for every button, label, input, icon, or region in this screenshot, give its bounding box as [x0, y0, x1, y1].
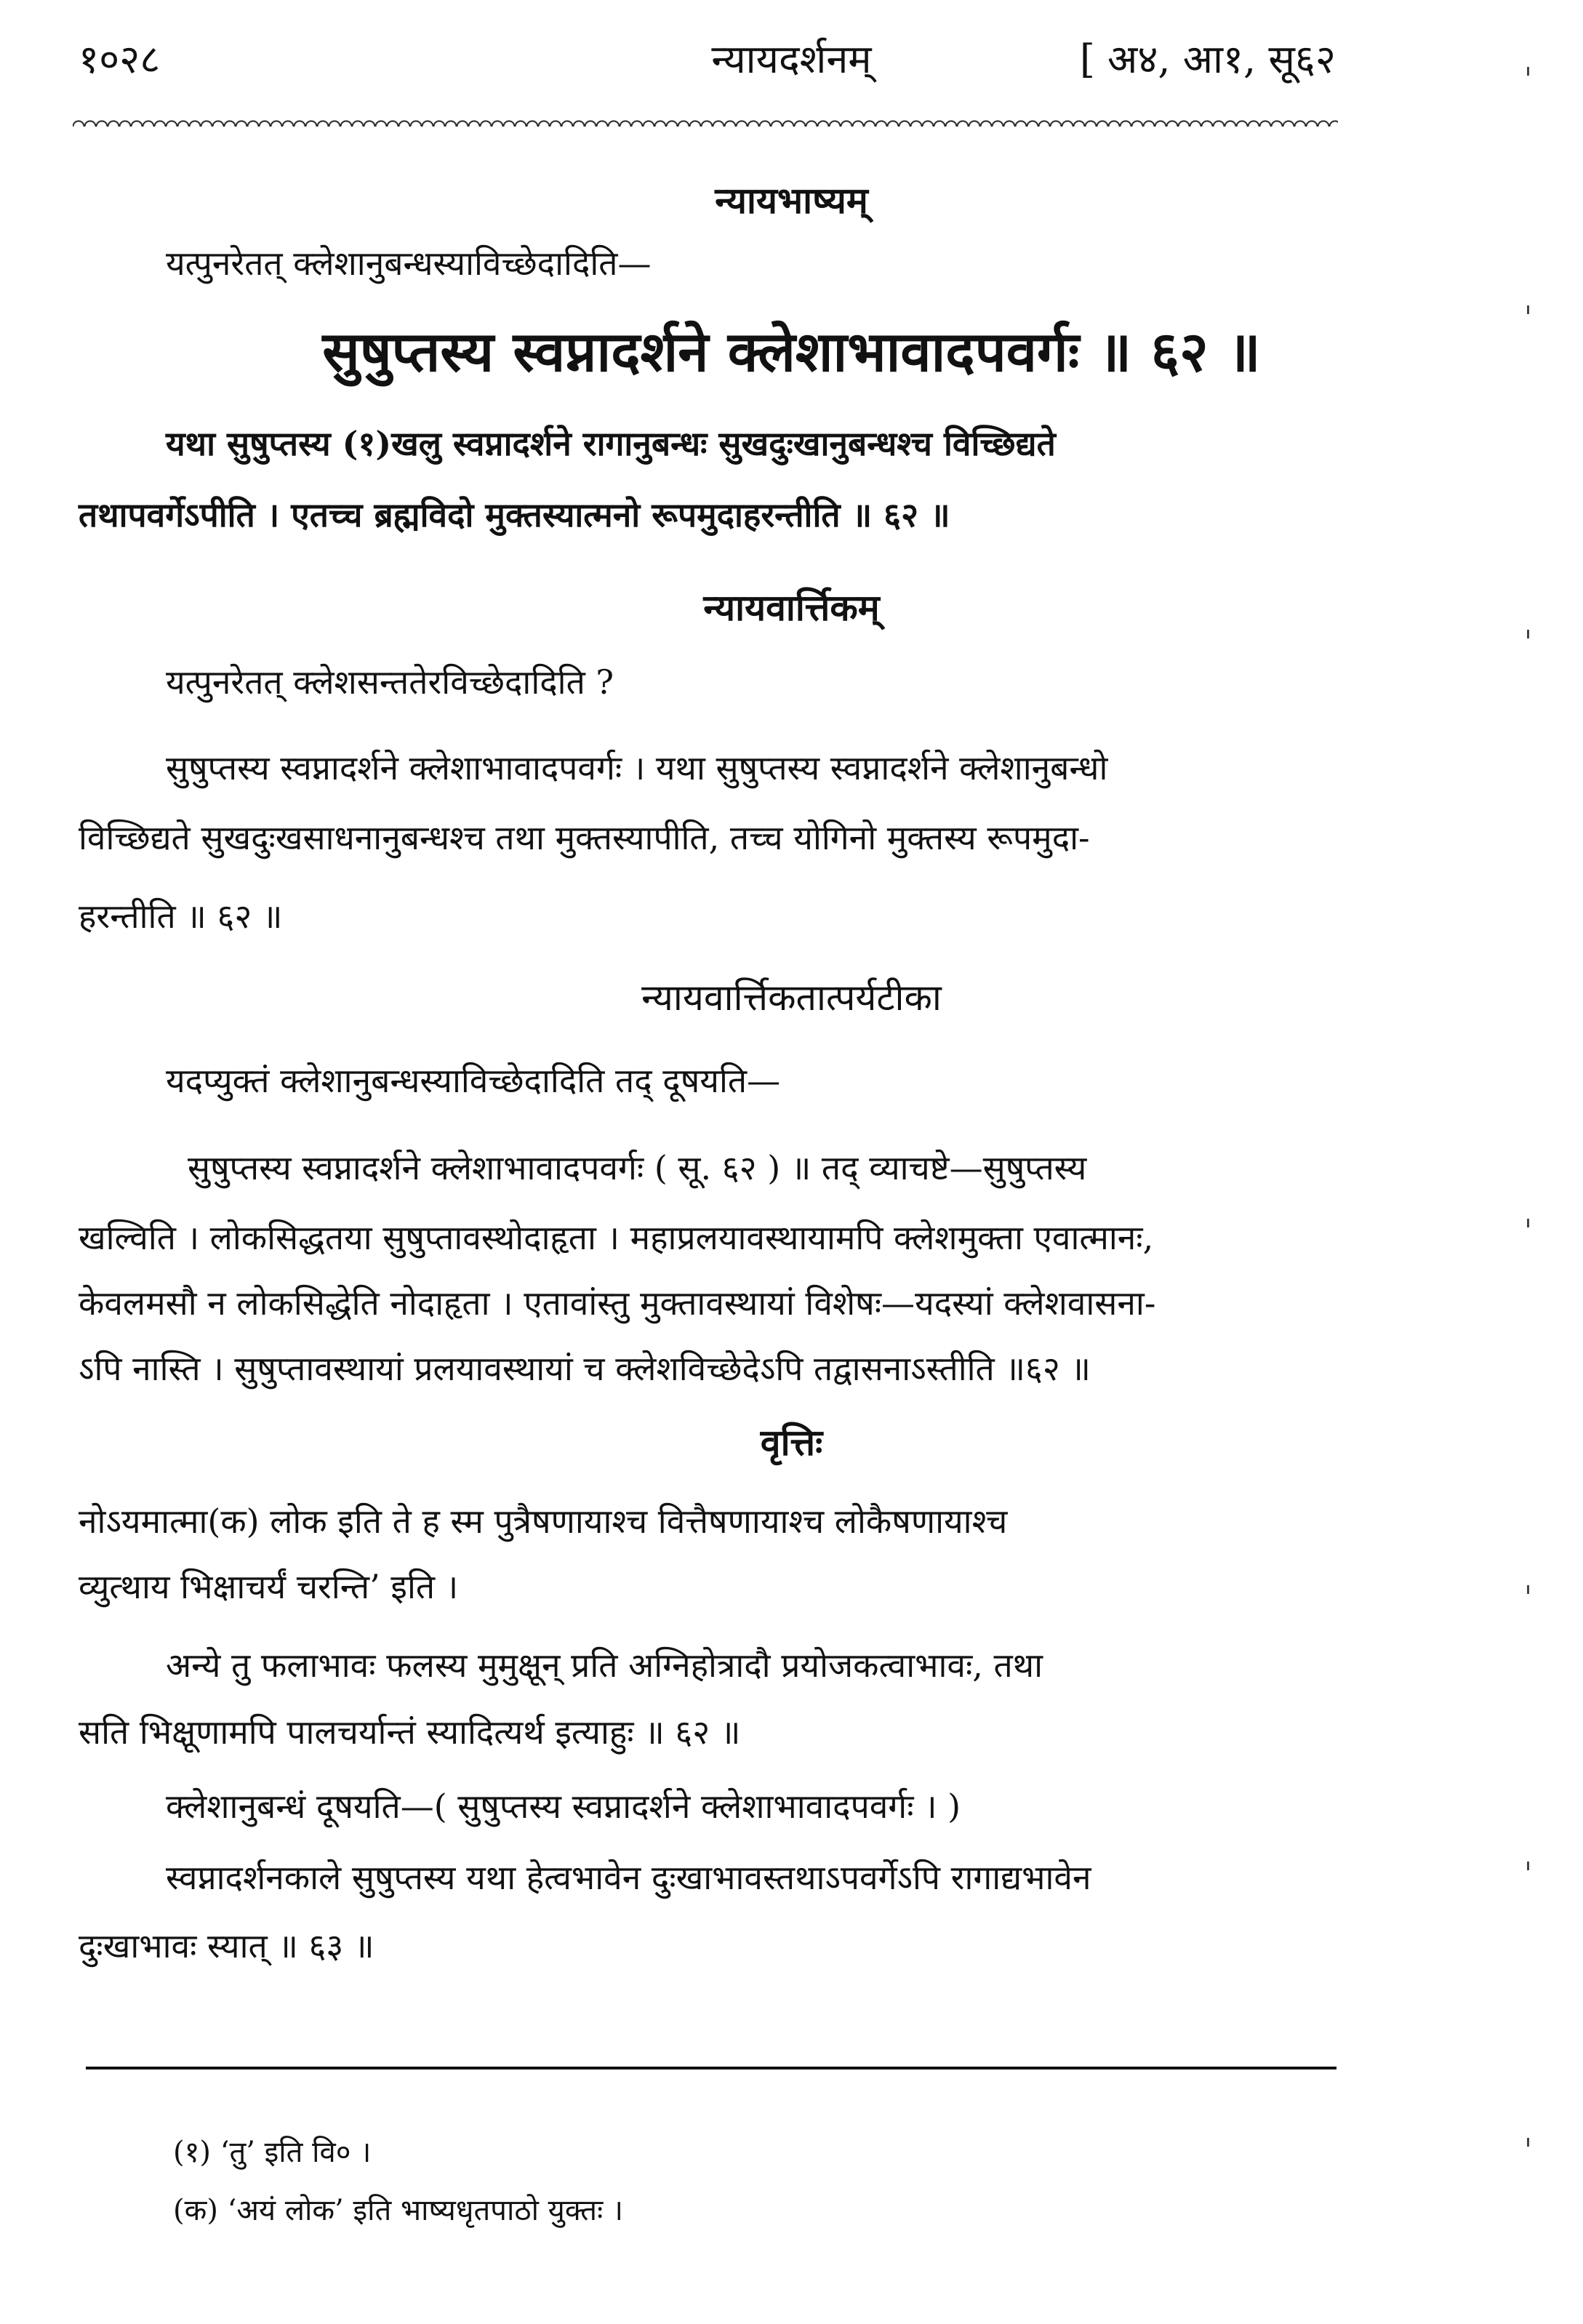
tika-line-1: सुषुप्तस्य स्वप्नादर्शने क्लेशाभावादपवर्गः ( सू. ६२ ) ॥ तद् व्याचष्टे—सुषुप्तस्य: [188, 1148, 1087, 1187]
vritti-line-1: नोऽयमात्मा(क) लोक इति ते ह स्म पुत्रैषणायाश्च वित्तैषणायाश्च लोकैषणायाश्च: [79, 1502, 1008, 1541]
margin-speck: [1527, 1219, 1529, 1227]
bhashya-para-line-1: यथा सुषुप्तस्य (१)खलु स्वप्नादर्शने रागानुबन्धः सुखदुःखानुबन्धश्च विच्छिद्यते: [166, 424, 1056, 463]
vartika-intro: यत्पुनरेतत् क्लेशसन्ततेरविच्छेदादिति ?: [166, 662, 614, 702]
tika-title: न्यायवार्त्तिकतात्पर्यटीका: [641, 977, 942, 1019]
sutra-62: सुषुप्तस्य स्वप्नादर्शने क्लेशाभावादपवर्गः ॥ ६२ ॥: [322, 319, 1261, 384]
vartika-title: न्यायवार्त्तिकम्: [703, 586, 880, 629]
footnote-1: (१) ‘तु’ इति वि० ।: [173, 2136, 372, 2169]
vritti-line-6: स्वप्नादर्शनकाले सुषुप्तस्य यथा हेत्वभावेन दुःखाभावस्तथाऽपवर्गेऽपि रागाद्यभावेन: [166, 1858, 1091, 1897]
vritti-line-7: दुःखाभावः स्यात् ॥ ६३ ॥: [79, 1926, 374, 1966]
vritti-title: वृत्तिः: [760, 1421, 823, 1464]
vritti-line-3: अन्ये तु फलाभावः फलस्य मुमुक्षून् प्रति अग्निहोत्रादौ प्रयोजकत्वाभावः, तथा: [166, 1646, 1043, 1685]
tika-line-4: ऽपि नास्ति । सुषुप्तावस्थायां प्रलयावस्थायां च क्लेशविच्छेदेऽपि तद्वासनाऽस्तीति ॥६२ ॥: [79, 1349, 1091, 1388]
vritti-line-2: व्युत्थाय भिक्षाचर्यं चरन्ति’ इति ।: [79, 1567, 459, 1606]
header-wavy-rule: [73, 116, 1338, 127]
margin-speck: [1527, 630, 1529, 638]
vartika-line-3: हरन्तीति ॥ ६२ ॥: [79, 897, 283, 936]
bhashya-intro: यत्पुनरेतत् क्लेशानुबन्धस्याविच्छेदादिति—: [166, 244, 652, 283]
vartika-line-2: विच्छिद्यते सुखदुःखसाधनानुबन्धश्च तथा मुक्तस्यापीति, तच्च योगिनो मुक्तस्य रूपमुदा-: [79, 818, 1090, 857]
vritti-line-5: क्लेशानुबन्धं दूषयति—( सुषुप्तस्य स्वप्नादर्शने क्लेशाभावादपवर्गः । ): [166, 1787, 961, 1826]
margin-speck: [1527, 2138, 1529, 2147]
tika-line-3: केवलमसौ न लोकसिद्धेति नोदाहृता । एतावांस्तु मुक्तावस्थायां विशेषः—यदस्यां क्लेशवासना-: [79, 1283, 1156, 1323]
page-number: १०२८: [79, 36, 161, 82]
margin-speck: [1527, 1862, 1529, 1870]
margin-speck: [1527, 1585, 1529, 1594]
vritti-line-4: सति भिक्षूणामपि पालचर्यान्तं स्यादित्यर्थ इत्याहुः ॥ ६२ ॥: [79, 1712, 741, 1752]
footnote-divider: [86, 2067, 1336, 2069]
vartika-line-1: सुषुप्तस्य स्वप्नादर्शने क्लेशाभावादपवर्गः । यथा सुषुप्तस्य स्वप्नादर्शने क्लेशानुबन्धो: [166, 748, 1108, 788]
margin-speck: [1527, 67, 1529, 76]
bhashya-title: न्यायभाष्यम्: [715, 179, 868, 222]
tika-line-2: खल्विति । लोकसिद्धतया सुषुप्तावस्थोदाहृता । महाप्रलयावस्थायामपि क्लेशमुक्ता एवात्मानः,: [79, 1218, 1154, 1257]
tika-intro: यदप्युक्तं क्लेशानुबन्धस्याविच्छेदादिति तद् दूषयति—: [166, 1061, 781, 1100]
section-reference: [ अ४, आ१, सू६२: [1079, 36, 1336, 82]
bhashya-para-line-2: तथापवर्गेऽपीति । एतच्च ब्रह्मविदो मुक्तस्यात्मनो रूपमुदाहरन्तीति ॥ ६२ ॥: [79, 495, 950, 534]
running-title: न्यायदर्शनम्: [711, 36, 872, 82]
footnote-k: (क) ‘अयं लोक’ इति भाष्यधृतपाठो युक्तः ।: [173, 2194, 624, 2227]
margin-speck: [1527, 305, 1529, 314]
